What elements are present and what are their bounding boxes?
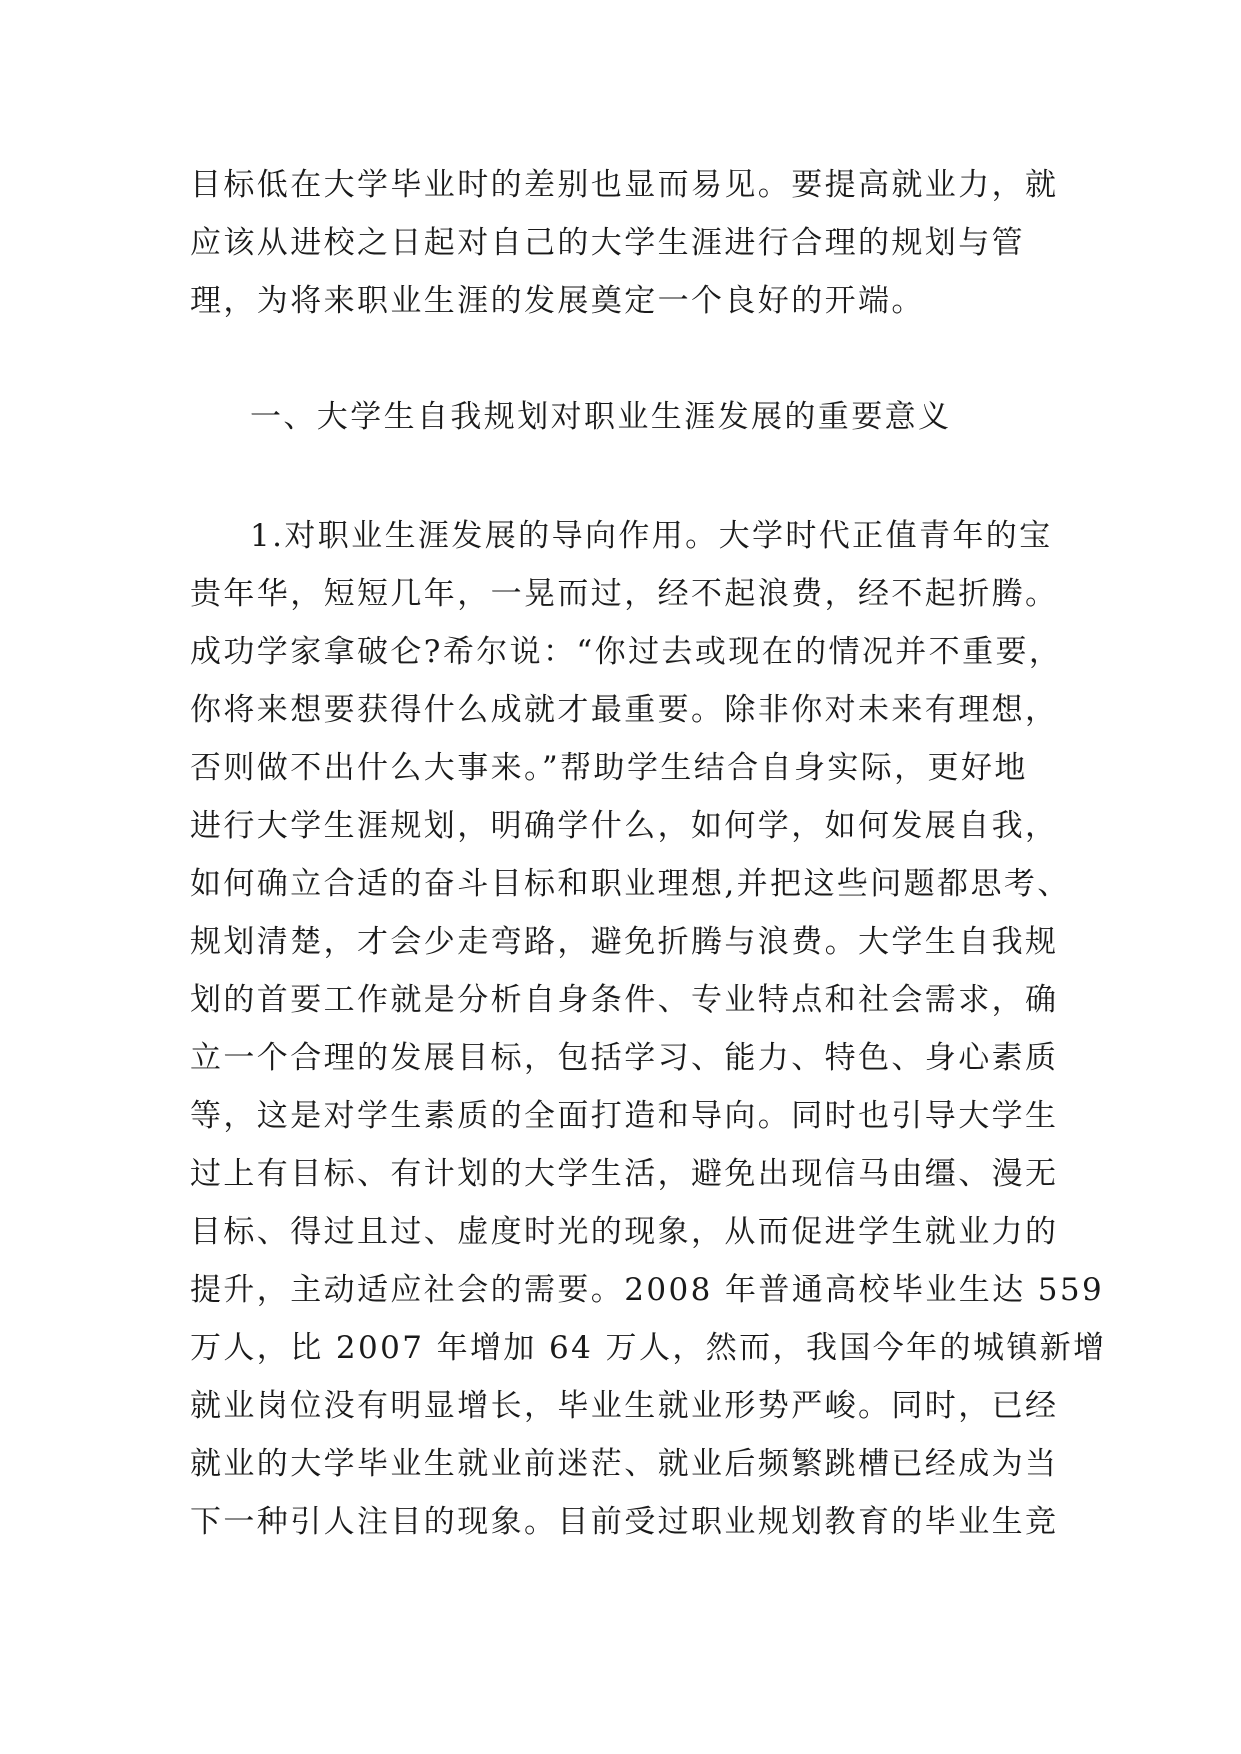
text-line: 1.对职业生涯发展的导向作用。大学时代正值青年的宝 — [250, 518, 1053, 554]
text-line: 你将来想要获得什么成就才最重要。除非你对未来有理想， — [190, 692, 1059, 728]
text-line: 就业岗位没有明显增长，毕业生就业形势严峻。同时，已经 — [190, 1388, 1059, 1424]
text-line: 立一个合理的发展目标，包括学习、能力、特色、身心素质 — [190, 1040, 1059, 1076]
intro-paragraph — [190, 156, 1059, 330]
text-line: 否则做不出什么大事来。”帮助学生结合自身实际，更好地 — [190, 750, 1028, 786]
text-line: 下一种引人注目的现象。目前受过职业规划教育的毕业生竞 — [190, 1504, 1059, 1540]
text-line: 贵年华，短短几年，一晃而过，经不起浪费，经不起折腾。 — [190, 576, 1059, 612]
text-line: 过上有目标、有计划的大学生活，避免出现信马由缰、漫无 — [190, 1156, 1059, 1192]
text-line: 提升，主动适应社会的需要。2008 年普通高校毕业生达 559 — [190, 1272, 1105, 1308]
body-paragraph — [190, 507, 1107, 1551]
text-line: 规划清楚，才会少走弯路，避免折腾与浪费。大学生自我规 — [190, 924, 1059, 960]
text-line: 进行大学生涯规划，明确学什么，如何学，如何发展自我， — [190, 808, 1059, 844]
text-line: 划的首要工作就是分析自身条件、专业特点和社会需求，确 — [190, 982, 1059, 1018]
text-line: 就业的大学毕业生就业前迷茫、就业后频繁跳槽已经成为当 — [190, 1446, 1059, 1482]
section-heading — [250, 388, 1110, 446]
text-line: 如何确立合适的奋斗目标和职业理想,并把这些问题都思考、 — [190, 866, 1071, 902]
text-line: 万人，比 2007 年增加 64 万人，然而，我国今年的城镇新增 — [190, 1330, 1107, 1366]
section-heading-text: 一、大学生自我规划对职业生涯发展的重要意义 — [250, 399, 952, 435]
text-line: 目标低在大学毕业时的差别也显而易见。要提高就业力，就 — [190, 167, 1059, 203]
text-line: 目标、得过且过、虚度时光的现象，从而促进学生就业力的 — [190, 1214, 1059, 1250]
text-line: 成功学家拿破仑?希尔说：“你过去或现在的情况并不重要， — [190, 634, 1063, 670]
text-line: 理，为将来职业生涯的发展奠定一个良好的开端。 — [190, 283, 925, 319]
text-line: 应该从进校之日起对自己的大学生涯进行合理的规划与管 — [190, 225, 1025, 261]
text-line: 等，这是对学生素质的全面打造和导向。同时也引导大学生 — [190, 1098, 1059, 1134]
